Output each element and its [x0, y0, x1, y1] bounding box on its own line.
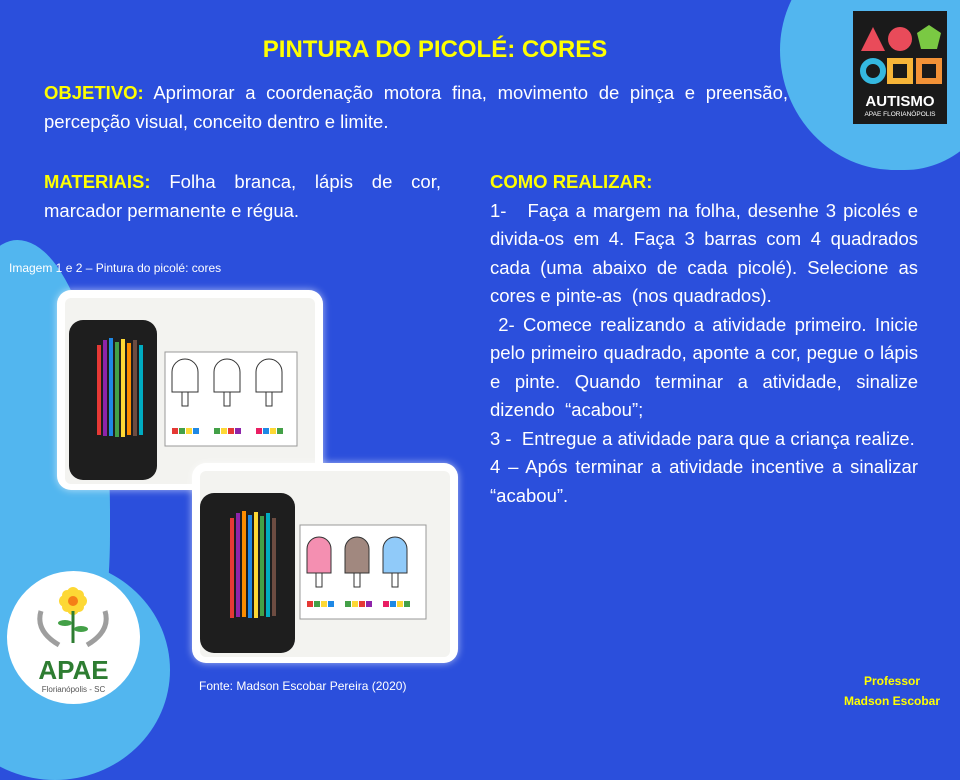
- materiais-text: Folha branca, lápis de cor, marcador permanente e régua.: [44, 171, 441, 221]
- como-realizar-section: [490, 168, 924, 510]
- professor-name: Madson Escobar: [843, 694, 940, 708]
- activity-photo-1: [57, 290, 323, 490]
- photo-2-illustration: [192, 463, 458, 663]
- professor-label: Professor: [863, 674, 920, 688]
- autismo-logo-subtitle: APAE FLORIANÓPOLIS: [864, 111, 936, 118]
- step-item: 3 - Entregue a atividade para que a criança realize.: [490, 427, 915, 449]
- apae-logo-subtitle: Florianópolis - SC: [41, 685, 106, 694]
- materiais-label: MATERIAIS:: [44, 171, 151, 192]
- step-item: 4 – Após terminar a atividade incentive a sinalizar “acabou”.: [490, 456, 924, 506]
- apae-logo-title: APAE: [38, 655, 109, 685]
- images-caption: Imagem 1 e 2 – Pintura do picolé: cores: [9, 261, 222, 275]
- step-item: 2- Comece realizando a atividade primeiro. Inicie pelo primeiro quadrado, aponte a cor, pegue o lápis e pinte. Quando terminar a atividade, sinalize dizendo “acabou”;: [490, 313, 924, 420]
- objetivo-label: OBJETIVO:: [44, 82, 144, 103]
- step-item: 1- Faça a margem na folha, desenhe 3 picolés e divida-os em 4. Faça 3 barras com 4 quadrados cada (uma abaixo de cada picolé). Selecione as cores e pinte-as (nos quadrados).: [490, 199, 924, 306]
- objetivo-paragraph: [44, 79, 788, 136]
- materiais-paragraph: [44, 168, 441, 225]
- autismo-logo: [853, 11, 947, 124]
- objetivo-text: Aprimorar a coordenação motora fina, movimento de pinça e preensão, percepção visual, conceito dentro e limite.: [44, 82, 788, 132]
- como-realizar-label: COMO REALIZAR:: [490, 171, 653, 192]
- page-title: PINTURA DO PICOLÉ: CORES: [262, 36, 608, 63]
- professor-credit: [844, 671, 940, 711]
- photo-1-illustration: [57, 290, 323, 490]
- activity-photo-2: [192, 463, 458, 663]
- apae-logo: [7, 571, 140, 704]
- autismo-logo-title: AUTISMO: [865, 93, 935, 110]
- apae-flower-hands-icon: [7, 571, 140, 661]
- source-caption: Fonte: Madson Escobar Pereira (2020): [199, 679, 407, 693]
